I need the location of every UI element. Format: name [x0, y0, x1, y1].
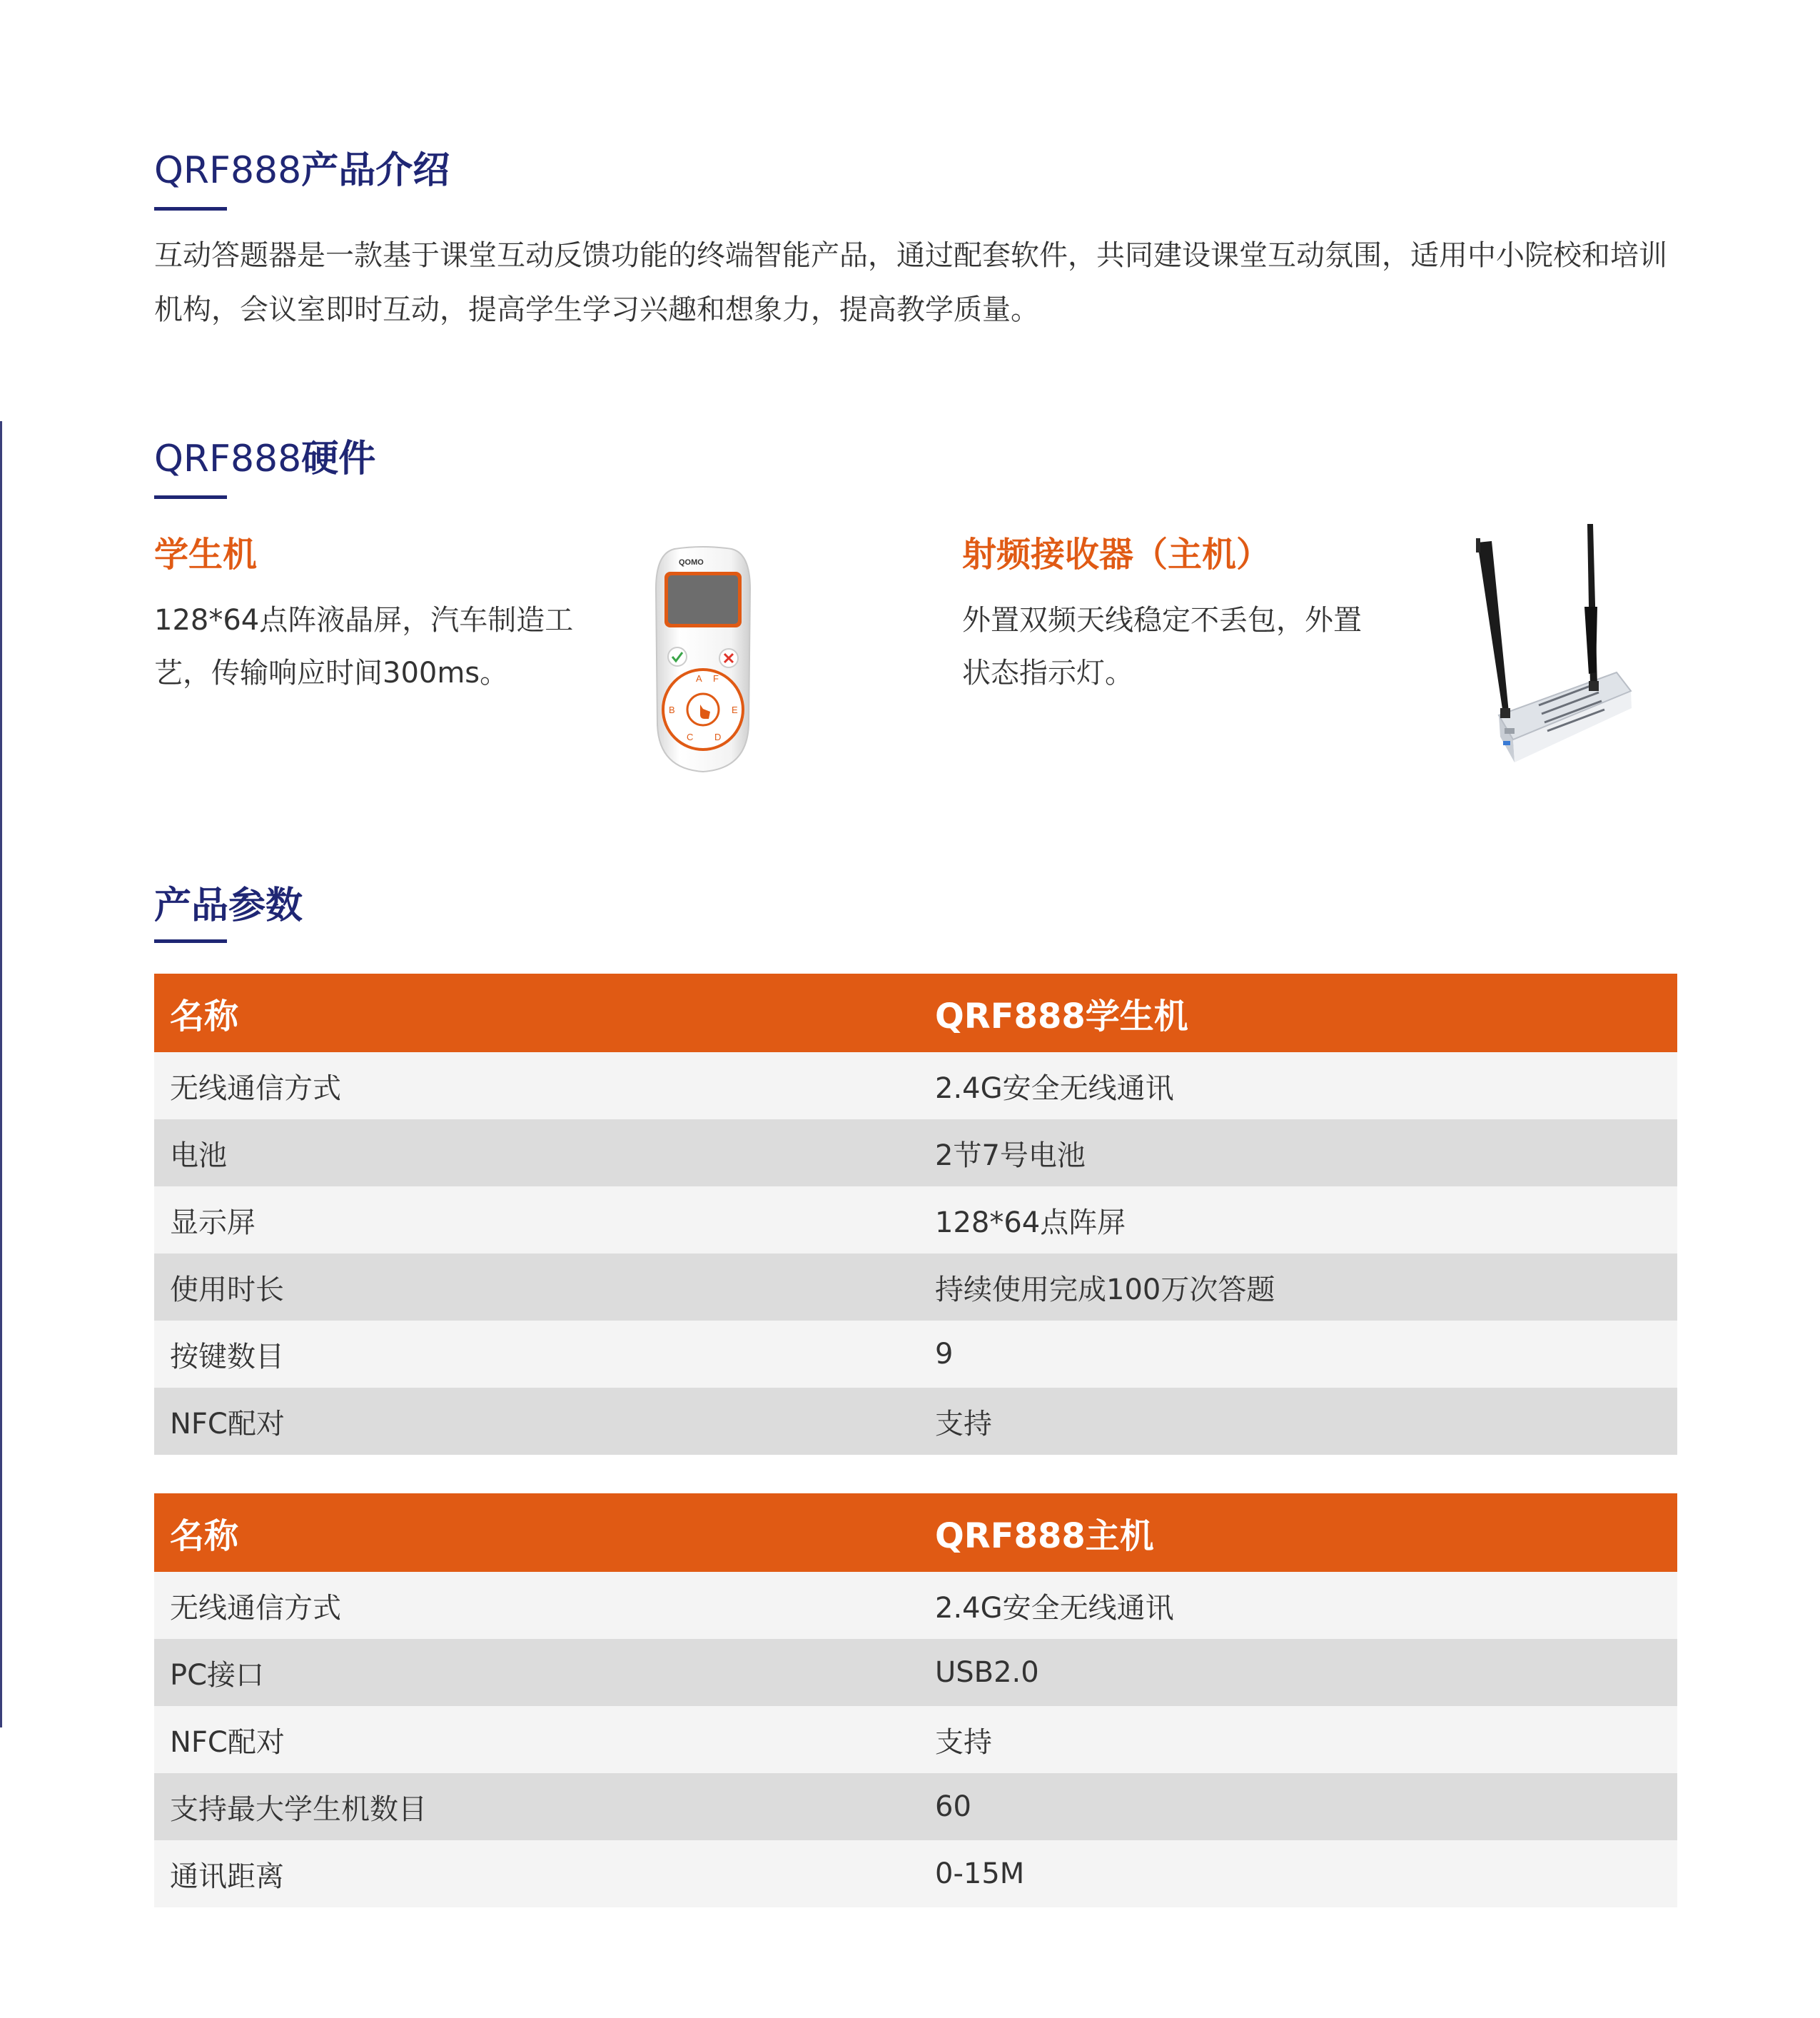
table-row: [154, 1706, 1677, 1773]
intro-title: [154, 148, 450, 193]
hardware-title: [154, 437, 375, 481]
svg-text:C: C: [687, 732, 694, 742]
student-clicker-image: [653, 546, 753, 775]
table-row: [154, 1639, 1677, 1706]
hardware-title-prefix: QRF888: [154, 438, 302, 480]
spec-value: 持续使用完成100万次答题: [919, 1253, 1677, 1321]
intro-title-prefix: QRF888: [154, 149, 302, 192]
brand-logo: QOMO: [679, 558, 704, 567]
receiver-desc: 外置双频天线稳定不丢包，外置状态指示灯。: [962, 604, 1362, 690]
table-row: [154, 1253, 1677, 1321]
table-row: [154, 1119, 1677, 1186]
spec-label: 显示屏: [154, 1186, 919, 1253]
spec-label: 支持最大学生机数目: [154, 1773, 919, 1840]
table-header-name: 名称: [154, 974, 919, 1052]
hardware-title-underline: [154, 495, 227, 499]
spec-value: 128*64点阵屏: [919, 1186, 1677, 1253]
spec-value: 支持: [919, 1706, 1677, 1773]
spec-label: 无线通信方式: [154, 1052, 919, 1119]
table-header-name: 名称: [154, 1493, 919, 1572]
student-spec-table: [154, 974, 1677, 1455]
intro-title-suffix: 产品介绍: [301, 149, 450, 192]
spec-value: 2节7号电池: [919, 1119, 1677, 1186]
spec-value: 60: [919, 1773, 1677, 1840]
table-header-model: QRF888主机: [919, 1493, 1677, 1572]
table-header-model: QRF888学生机: [919, 974, 1677, 1052]
intro-body: 互动答题器是一款基于课堂互动反馈功能的终端智能产品，通过配套软件，共同建设课堂互动氛围，适用中小院校和培训机构，会议室即时互动，提高学生学习兴趣和想象力，提高教学质量。: [154, 239, 1667, 326]
table-header-row: [154, 1493, 1677, 1572]
spec-label: 使用时长: [154, 1253, 919, 1321]
spec-label: 按键数目: [154, 1321, 919, 1388]
intro-title-underline: [154, 207, 227, 211]
spec-label: 无线通信方式: [154, 1572, 919, 1639]
params-title-text: 产品参数: [154, 884, 303, 927]
receiver-spec-table: [154, 1493, 1677, 1907]
table-row: [154, 1572, 1677, 1639]
student-unit-title: 学生机: [154, 535, 258, 575]
params-title: [154, 884, 303, 928]
spec-value: 2.4G安全无线通讯: [919, 1052, 1677, 1119]
spec-label: PC接口: [154, 1639, 919, 1706]
spec-label: NFC配对: [154, 1706, 919, 1773]
receiver-title: 射频接收器（主机）: [962, 535, 1271, 575]
table-header-row: [154, 974, 1677, 1052]
svg-text:E: E: [732, 705, 738, 715]
svg-text:A: A: [696, 673, 702, 684]
table-row: [154, 1186, 1677, 1253]
table-row: [154, 1388, 1677, 1455]
table-row: [154, 1840, 1677, 1907]
spec-value: 0-15M: [919, 1840, 1677, 1907]
student-unit-desc: 128*64点阵液晶屏，汽车制造工艺，传输响应时间300ms。: [154, 604, 574, 690]
svg-text:B: B: [669, 705, 675, 715]
spec-label: 通讯距离: [154, 1840, 919, 1907]
spec-value: 2.4G安全无线通讯: [919, 1572, 1677, 1639]
table-row: [154, 1321, 1677, 1388]
table-row: [154, 1052, 1677, 1119]
hardware-title-suffix: 硬件: [301, 438, 376, 480]
status-led-icon: [1503, 741, 1510, 745]
params-title-underline: [154, 939, 227, 943]
spec-value: 9: [919, 1321, 1677, 1388]
spec-label: NFC配对: [154, 1388, 919, 1455]
table-row: [154, 1773, 1677, 1840]
receiver-image: [1463, 521, 1642, 778]
left-edge-rule: [0, 421, 2, 1727]
spec-value: 支持: [919, 1388, 1677, 1455]
spec-value: USB2.0: [919, 1639, 1677, 1706]
spec-label: 电池: [154, 1119, 919, 1186]
svg-text:F: F: [713, 673, 719, 684]
svg-text:D: D: [714, 732, 722, 742]
